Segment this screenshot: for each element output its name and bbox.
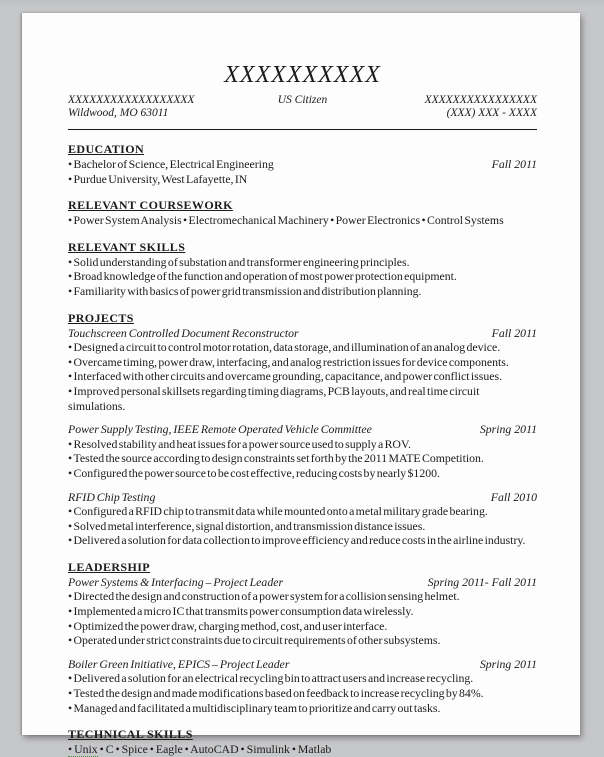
leadership-bullet: • Implemented a micro IC that transmits power consumption data wirelessly. <box>68 604 537 619</box>
contact-center <box>224 94 380 120</box>
leadership-boiler-green <box>68 657 537 715</box>
leadership-power-systems <box>68 575 537 648</box>
section-projects <box>68 311 537 548</box>
header-divider <box>68 129 537 130</box>
leadership-title: Boiler Green Initiative, EPICS – Project Leader <box>68 656 290 671</box>
education-degree: • Bachelor of Science, Electrical Engineering <box>68 157 274 172</box>
skill-item: • Familiarity with basics of power grid transmission and distribution planning. <box>68 284 537 299</box>
project-date: Spring 2011 <box>479 422 537 437</box>
project-bullet: • Interfaced with other circuits and overcame grounding, capacitance, and power conflict issues. <box>68 369 537 384</box>
projects-heading: PROJECTS <box>68 310 134 325</box>
leadership-bullet: • Managed and facilitated a multidisciplinary team to prioritize and carry out tasks. <box>68 701 537 716</box>
section-relevant-skills <box>68 240 537 299</box>
project-date: Fall 2010 <box>490 489 537 504</box>
coursework-heading: RELEVANT COURSEWORK <box>68 198 233 213</box>
contact-phone: (XXX) XXX - XXXX <box>446 107 537 119</box>
project-title-row <box>68 422 537 437</box>
section-technical-skills <box>68 727 537 757</box>
project-bullet: • Solved metal interference, signal distortion, and transmission distance issues. <box>68 519 537 534</box>
leadership-title-row <box>68 575 537 590</box>
contact-city-state-zip: Wildwood, MO 63011 <box>68 107 169 119</box>
contact-email: XXXXXXXXXXXXXXXX <box>424 94 537 106</box>
leadership-heading: LEADERSHIP <box>68 559 151 574</box>
contact-address: XXXXXXXXXXXXXXXXXX <box>68 94 195 106</box>
leadership-title: Power Systems & Interfacing – Project Leader <box>68 574 284 589</box>
project-rfid <box>68 490 537 548</box>
leadership-bullet: • Delivered a solution for an electrical recycling bin to attract users and increase recycling. <box>68 671 537 686</box>
leadership-bullet: • Directed the design and construction of a power system for a collision sensing helmet. <box>68 589 537 604</box>
contact-left <box>68 94 224 120</box>
project-date: Fall 2011 <box>491 325 537 340</box>
leadership-date: Spring 2011 <box>479 656 537 671</box>
leadership-date: Spring 2011- Fall 2011 <box>427 574 537 589</box>
leadership-bullet: • Tested the design and made modifications based on feedback to increase recycling by 84%. <box>68 686 537 701</box>
technical-skill-unix-spellchecked: • Unix <box>68 742 98 757</box>
leadership-title-row <box>68 657 537 672</box>
technical-skills-rest: • C • Spice • Eagle • AutoCAD • Simulink • Matlab <box>97 742 332 757</box>
relevant-skills-heading: RELEVANT SKILLS <box>68 239 186 254</box>
project-bullet: • Designed a circuit to control motor rotation, data storage, and illumination of an analog device. <box>68 340 537 355</box>
project-bullet: • Overcame timing, power draw, interfacing, and analog restriction issues for device components. <box>68 355 537 370</box>
project-bullet: • Tested the source according to design constraints set forth by the 2011 MATE Competition. <box>68 451 537 466</box>
coursework-list: • Power System Analysis • Electromechanical Machinery • Power Electronics • Control Systems <box>68 213 537 228</box>
resume-page <box>22 13 580 757</box>
project-bullet: • Delivered a solution for data collection to improve efficiency and reduce costs in the airline industry. <box>68 533 537 548</box>
contact-block <box>68 94 537 120</box>
education-date: Fall 2011 <box>491 157 537 171</box>
contact-citizenship: US Citizen <box>277 94 328 106</box>
project-bullet: • Resolved stability and heat issues for a power source used to supply a ROV. <box>68 437 537 452</box>
project-title-row <box>68 490 537 505</box>
project-title: Touchscreen Controlled Document Reconstructor <box>68 325 299 340</box>
project-bullet: • Configured a RFID chip to transmit data while mounted onto a metal military grade bearing. <box>68 504 537 519</box>
section-leadership <box>68 560 537 715</box>
project-bullet: • Configured the power source to be cost effective, reducing costs by nearly $1200. <box>68 466 537 481</box>
skill-item: • Broad knowledge of the function and operation of most power protection equipment. <box>68 269 537 284</box>
project-touchscreen <box>68 326 537 414</box>
leadership-bullet: • Optimized the power draw, charging method, cost, and user interface. <box>68 619 537 634</box>
education-row <box>68 157 537 172</box>
resume-name: XXXXXXXXXX <box>224 62 381 88</box>
technical-skills-heading: TECHNICAL SKILLS <box>68 727 193 742</box>
project-title-row <box>68 326 537 341</box>
contact-right <box>381 94 537 120</box>
project-title: RFID Chip Testing <box>68 489 156 504</box>
section-coursework <box>68 198 537 228</box>
project-title: Power Supply Testing, IEEE Remote Operated Vehicle Committee <box>68 422 372 437</box>
project-bullet: • Improved personal skillsets regarding timing diagrams, PCB layouts, and real time circuit simulations. <box>68 384 537 413</box>
technical-skills-list <box>68 742 537 757</box>
skill-item: • Solid understanding of substation and transformer engineering principles. <box>68 255 537 270</box>
education-school: • Purdue University, West Lafayette, IN <box>68 172 537 187</box>
education-heading: EDUCATION <box>68 142 145 156</box>
leadership-bullet: • Operated under strict constraints due to circuit requirements of other subsystems. <box>68 633 537 648</box>
project-power-supply <box>68 422 537 480</box>
section-education <box>68 142 537 186</box>
